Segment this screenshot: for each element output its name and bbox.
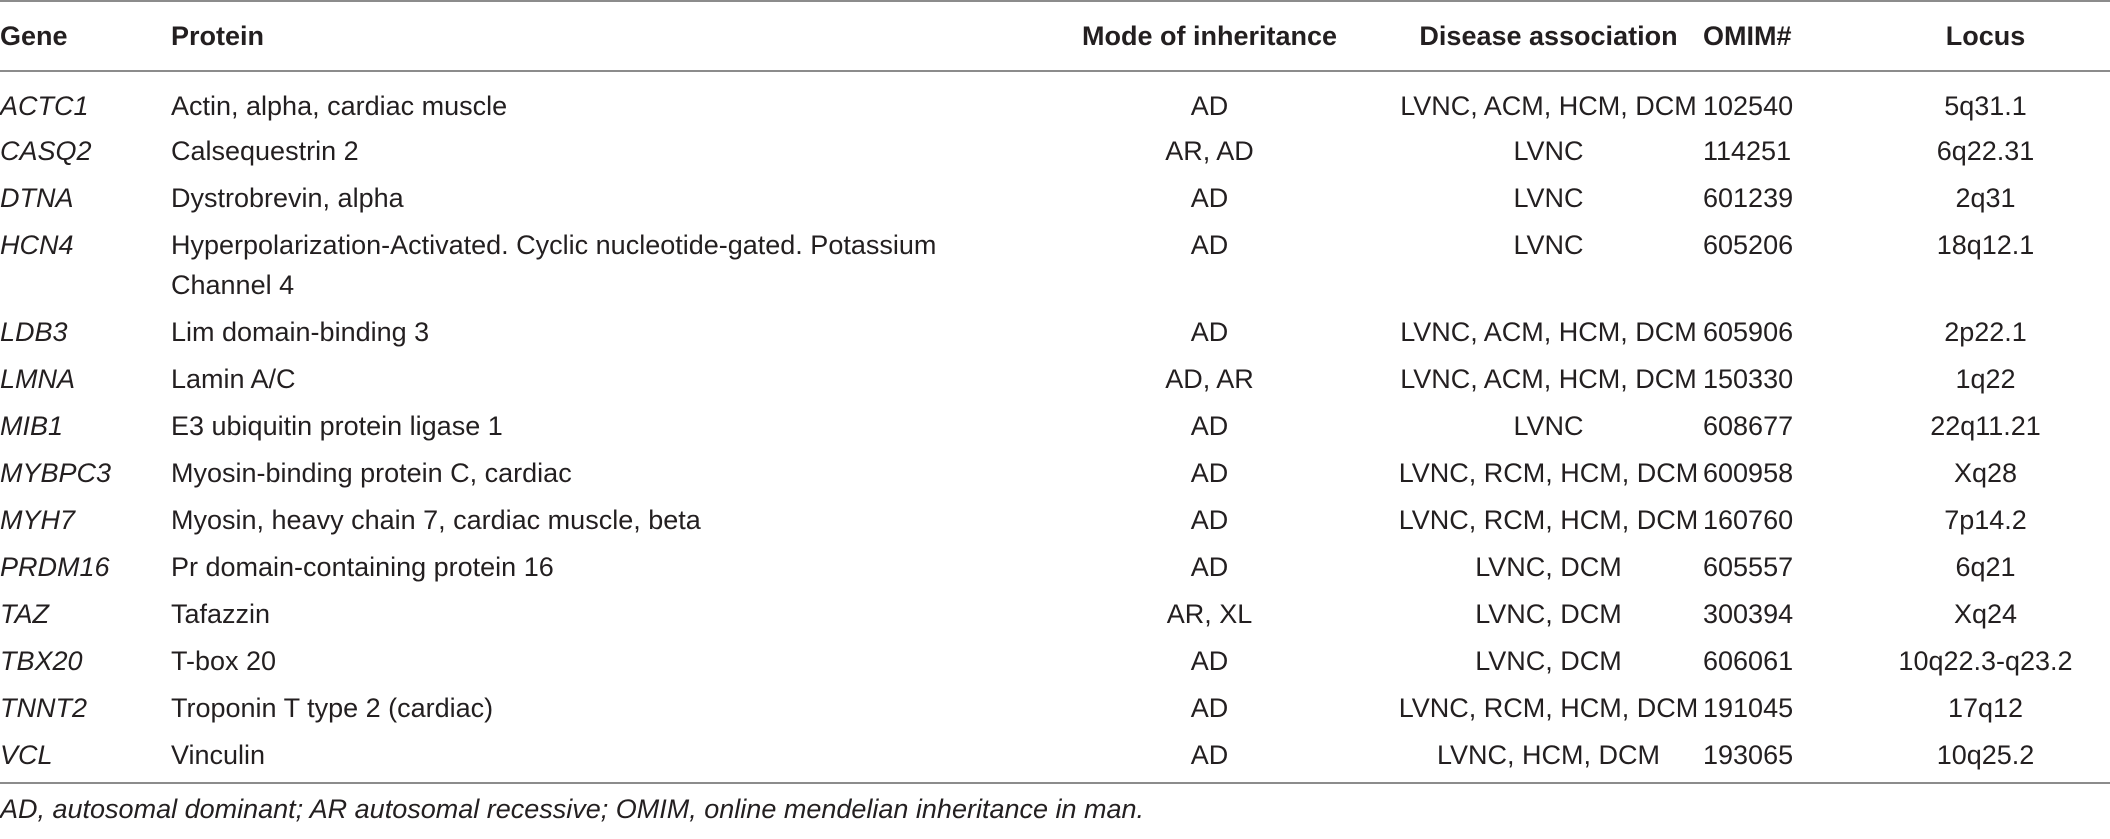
locus-cell: 2p22.1 [1944,317,2027,347]
header-row [0,1,2110,71]
header-omim: OMIM# [1703,20,1792,51]
table-row [0,735,2110,783]
omim-cell: 150330 [1703,364,1794,394]
table-body [0,71,2110,783]
locus-cell: 5q31.1 [1944,91,2027,121]
omim-cell: 102540 [1703,91,1794,121]
mode-cell: AD [1190,458,1229,488]
disease-cell: LVNC, ACM, HCM, DCM [1400,91,1697,121]
table-row [0,641,2110,688]
protein-cell: Actin, alpha, cardiac muscle [171,91,508,121]
protein-cell: Pr domain-containing protein 16 [171,552,554,582]
protein-cell: Myosin-binding protein C, cardiac [171,458,572,488]
disease-cell: LVNC, DCM [1475,552,1622,582]
gene-cell: HCN4 [0,230,74,260]
header-disease-association: Disease association [1419,20,1678,51]
protein-cell: Hyperpolarization-Activated. Cyclic nucleotide-gated. Potassium Channel 4 [171,230,937,300]
disease-cell: LVNC, HCM, DCM [1436,740,1660,770]
locus-cell: 1q22 [1955,364,2016,394]
mode-cell: AD [1190,552,1229,582]
locus-cell: 22q11.21 [1930,411,2041,441]
locus-cell: 6q22.31 [1936,136,2035,166]
table-row [0,71,2110,131]
locus-cell: 10q25.2 [1936,740,2035,770]
locus-cell: 10q22.3-q23.2 [1898,646,2073,676]
protein-cell: Troponin T type 2 (cardiac) [171,693,494,723]
disease-cell: LVNC, DCM [1475,646,1622,676]
disease-cell: LVNC [1513,230,1584,260]
disease-cell: LVNC [1513,411,1584,441]
locus-cell: Xq24 [1953,599,2018,629]
omim-cell: 605906 [1703,317,1794,347]
gene-cell: LMNA [0,364,76,394]
mode-cell: AD [1190,317,1229,347]
locus-cell: 17q12 [1947,693,2024,723]
disease-cell: LVNC, RCM, HCM, DCM [1398,458,1699,488]
protein-cell: Lim domain-binding 3 [171,317,430,347]
omim-cell: 114251 [1703,136,1792,166]
mode-cell: AD [1190,91,1229,121]
locus-cell: 6q21 [1955,552,2016,582]
table-row [0,547,2110,594]
gene-cell: TAZ [0,599,49,629]
disease-cell: LVNC, DCM [1475,599,1622,629]
disease-cell: LVNC [1513,183,1584,213]
protein-cell: Tafazzin [171,599,271,629]
gene-cell: ACTC1 [0,91,89,121]
omim-cell: 191045 [1703,693,1794,723]
gene-cell: MYH7 [0,505,76,535]
table-row [0,359,2110,406]
locus-cell: Xq28 [1953,458,2018,488]
gene-cell: MIB1 [0,411,64,441]
header-mode-of-inheritance: Mode of inheritance [1081,20,1338,51]
locus-cell: 18q12.1 [1936,230,2035,260]
table-row [0,178,2110,225]
table-row [0,312,2110,359]
mode-cell: AD [1190,646,1229,676]
omim-cell: 600958 [1703,458,1794,488]
mode-cell: AD [1190,230,1229,260]
header-gene: Gene [0,20,68,51]
protein-cell: Calsequestrin 2 [171,136,359,166]
gene-cell: VCL [0,740,53,770]
protein-cell: Myosin, heavy chain 7, cardiac muscle, beta [171,505,701,535]
disease-cell: LVNC, RCM, HCM, DCM [1398,693,1699,723]
disease-cell: LVNC, ACM, HCM, DCM [1400,364,1697,394]
locus-cell: 7p14.2 [1944,505,2027,535]
table-row [0,594,2110,641]
gene-cell: PRDM16 [0,552,110,582]
disease-cell: LVNC, ACM, HCM, DCM [1400,317,1697,347]
mode-cell: AR, XL [1166,599,1253,629]
protein-cell: Vinculin [171,740,266,770]
gene-cell: CASQ2 [0,136,92,166]
omim-cell: 605557 [1703,552,1794,582]
omim-cell: 160760 [1703,505,1794,535]
header-protein: Protein [171,20,265,51]
mode-cell: AD [1190,183,1229,213]
protein-cell: Dystrobrevin, alpha [171,183,404,213]
gene-cell: LDB3 [0,317,68,347]
table-row [0,131,2110,178]
gene-cell: TBX20 [0,646,83,676]
disease-cell: LVNC [1513,136,1584,166]
table-header [0,1,2110,71]
header-locus: Locus [1945,20,2026,51]
mode-cell: AD [1190,740,1229,770]
table-row [0,688,2110,735]
table-footnote: AD, autosomal dominant; AR autosomal recessive; OMIM, online mendelian inheritance in man. [0,794,1145,824]
gene-cell: TNNT2 [0,693,87,723]
disease-cell: LVNC, RCM, HCM, DCM [1398,505,1699,535]
omim-cell: 601239 [1703,183,1794,213]
locus-cell: 2q31 [1955,183,2016,213]
mode-cell: AD [1190,505,1229,535]
mode-cell: AD, AR [1165,364,1254,394]
gene-cell: DTNA [0,183,74,213]
omim-cell: 605206 [1703,230,1794,260]
table-row [0,406,2110,453]
table-row [0,453,2110,500]
mode-cell: AD [1190,693,1229,723]
table-row [0,225,2110,312]
table-row [0,500,2110,547]
omim-cell: 606061 [1703,646,1794,676]
protein-cell: T-box 20 [171,646,277,676]
mode-cell: AD [1190,411,1229,441]
gene-cell: MYBPC3 [0,458,112,488]
omim-cell: 193065 [1703,740,1794,770]
protein-cell: E3 ubiquitin protein ligase 1 [171,411,503,441]
omim-cell: 608677 [1703,411,1794,441]
mode-cell: AR, AD [1165,136,1254,166]
protein-cell: Lamin A/C [171,364,296,394]
omim-cell: 300394 [1703,599,1794,629]
